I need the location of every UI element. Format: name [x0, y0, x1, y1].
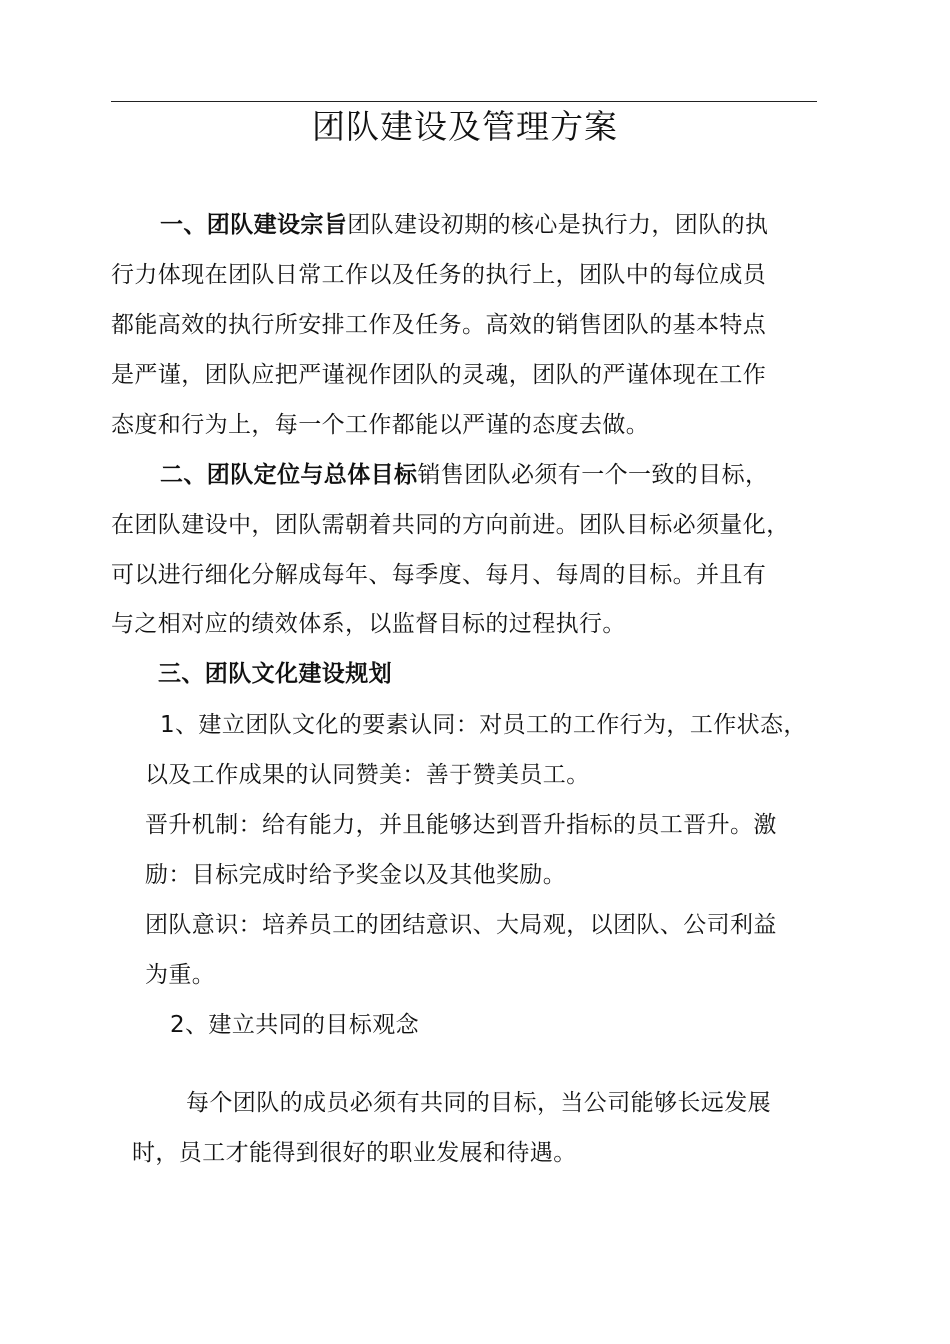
section1-heading: 一、团队建设宗旨 — [160, 212, 348, 238]
section1-paragraph-line1 — [160, 210, 768, 240]
section2-paragraph-line1 — [160, 460, 768, 490]
section2-heading: 二、团队定位与总体目标 — [160, 462, 418, 488]
section3-item1-line2: 以及工作成果的认同赞美：善于赞美员工。 — [145, 762, 590, 788]
section2-line4: 与之相对应的绩效体系，以监督目标的过程执行。 — [111, 611, 626, 637]
team-awareness-line2: 为重。 — [145, 962, 216, 988]
section1-text: 团队建设初期的核心是执行力，团队的执 — [347, 212, 769, 238]
section3-item1-line1: 1、建立团队文化的要素认同：对员工的工作行为，工作状态， — [160, 712, 807, 738]
promotion-line1: 晋升机制：给有能力，并且能够达到晋升指标的员工晋升。激 — [145, 812, 777, 838]
section1-line4: 是严谨，团队应把严谨视作团队的灵魂，团队的严谨体现在工作 — [111, 362, 767, 388]
section3-heading: 三、团队文化建设规划 — [158, 661, 392, 687]
section2-line3: 可以进行细化分解成每年、每季度、每月、每周的目标。并且有 — [111, 562, 767, 588]
section2-line2: 在团队建设中，团队需朝着共同的方向前进。团队目标必须量化， — [111, 512, 790, 538]
section3-item2: 2、建立共同的目标观念 — [170, 1012, 420, 1038]
document-title: 团队建设及管理方案 — [312, 107, 618, 146]
section1-line2: 行力体现在团队日常工作以及任务的执行上，团队中的每位成员 — [111, 262, 767, 288]
header-rule — [111, 101, 817, 102]
common-goal-line2: 时，员工才能得到很好的职业发展和待遇。 — [132, 1140, 577, 1166]
section1-line3: 都能高效的执行所安排工作及任务。高效的销售团队的基本特点 — [111, 312, 767, 338]
common-goal-line1: 每个团队的成员必须有共同的目标，当公司能够长远发展 — [186, 1090, 771, 1116]
promotion-line2: 励：目标完成时给予奖金以及其他奖励。 — [145, 862, 567, 888]
section2-text: 销售团队必须有一个一致的目标， — [417, 462, 769, 488]
team-awareness-line1: 团队意识：培养员工的团结意识、大局观，以团队、公司利益 — [145, 912, 777, 938]
section1-line5: 态度和行为上，每一个工作都能以严谨的态度去做。 — [111, 412, 650, 438]
